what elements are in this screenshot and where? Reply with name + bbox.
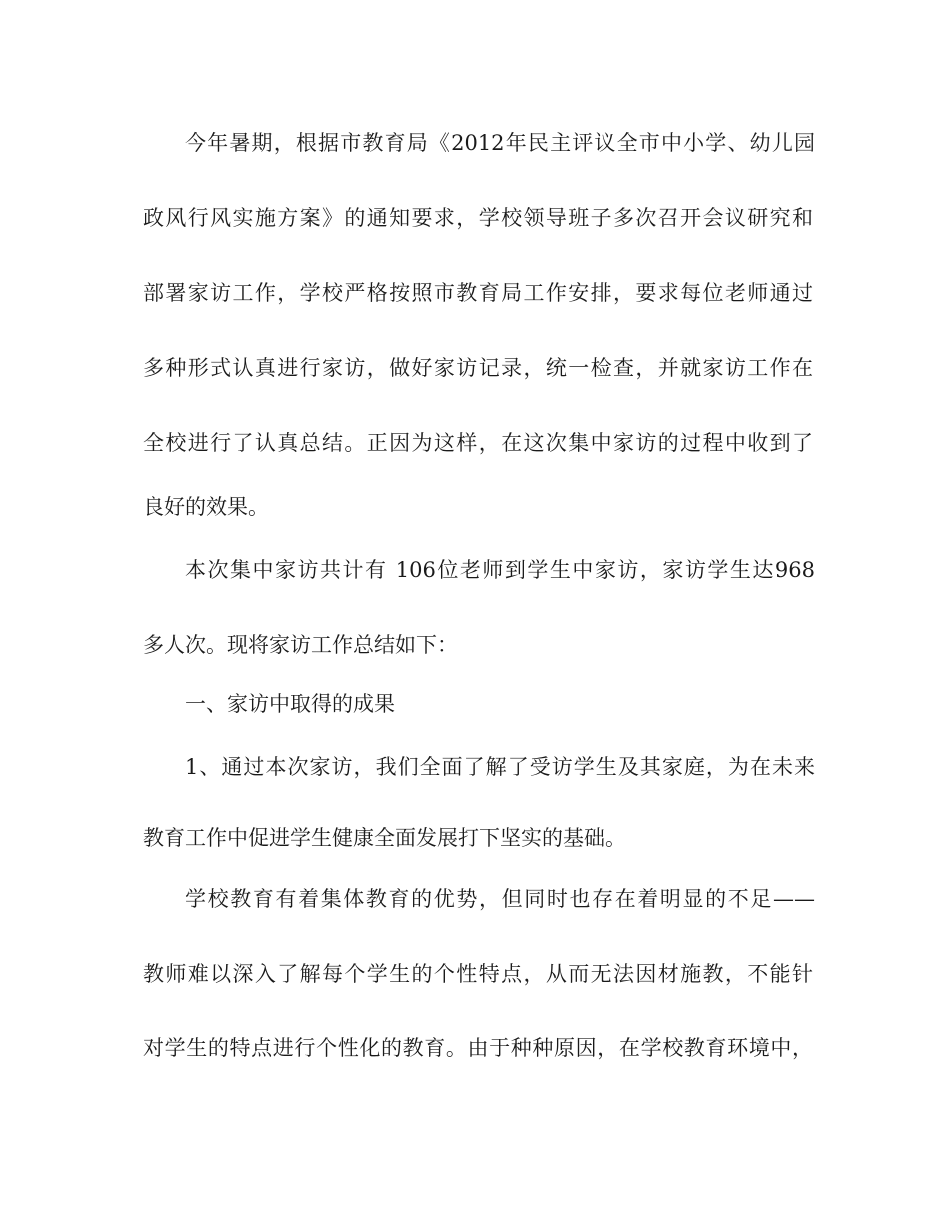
paragraph-line: 1、通过本次家访，我们全面了解了受访学生及其家庭，为在未来: [185, 755, 815, 779]
paragraph-line: 部署家访工作，学校严格按照市教育局工作安排，要求每位老师通过: [143, 281, 813, 305]
paragraph-line: 多人次。现将家访工作总结如下：: [143, 633, 458, 657]
paragraph-line: 今年暑期，根据市教育局《2012年民主评议全市中小学、幼儿园: [185, 131, 815, 155]
paragraph-line: 多种形式认真进行家访，做好家访记录，统一检查，并就家访工作在: [143, 356, 813, 380]
section-heading: 一、家访中取得的成果: [185, 692, 395, 716]
paragraph-line: 本次集中家访共计有 106位老师到学生中家访，家访学生达968: [185, 558, 815, 582]
paragraph-line: 教育工作中促进学生健康全面发展打下坚实的基础。: [143, 826, 626, 850]
paragraph-line: 良好的效果。: [143, 495, 269, 519]
paragraph-line: 学校教育有着集体教育的优势，但同时也存在着明显的不足——: [185, 887, 815, 911]
paragraph-line: 对学生的特点进行个性化的教育。由于种种原因，在学校教育环境中，: [143, 1036, 813, 1060]
paragraph-line: 全校进行了认真总结。正因为这样，在这次集中家访的过程中收到了: [143, 431, 813, 455]
paragraph-line: 教师难以深入了解每个学生的个性特点，从而无法因材施教，不能针: [143, 962, 813, 986]
paragraph-line: 政风行风实施方案》的通知要求，学校领导班子多次召开会议研究和: [143, 206, 813, 230]
